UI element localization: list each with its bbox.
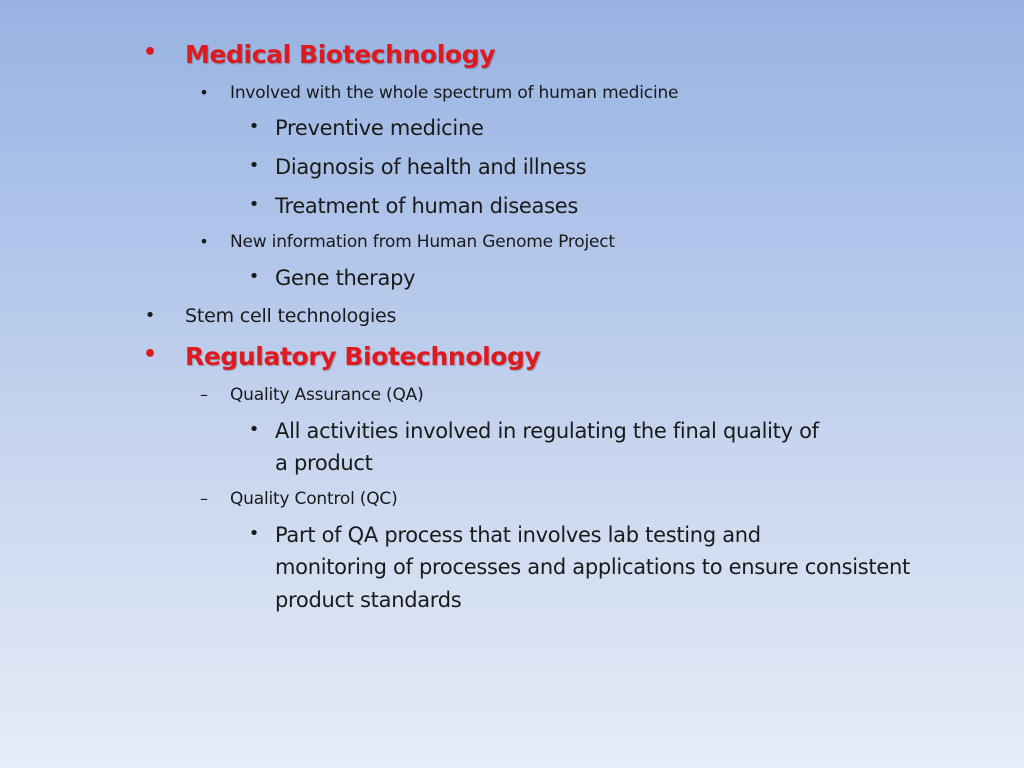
bullet: • xyxy=(248,116,260,137)
bullet: • xyxy=(248,194,260,215)
list-item-text: a product xyxy=(275,451,373,475)
list-item-text: product standards xyxy=(275,588,462,612)
bullet: • xyxy=(144,305,156,326)
heading-text: Medical Biotechnology xyxy=(185,40,496,69)
bullet: • xyxy=(142,40,158,65)
list-item-text: New information from Human Genome Project xyxy=(230,232,615,252)
list-item-text: Stem cell technologies xyxy=(185,305,397,327)
list-item-text: Involved with the whole spectrum of human medicine xyxy=(230,83,679,103)
list-item-text: Preventive medicine xyxy=(275,116,484,140)
bullet: • xyxy=(199,232,209,251)
list-item-text: monitoring of processes and applications to ensure consistent xyxy=(275,555,910,579)
dash-bullet: – xyxy=(200,489,208,508)
bullet: • xyxy=(248,155,260,176)
heading-text: Regulatory Biotechnology xyxy=(185,342,541,371)
list-item-text: Diagnosis of health and illness xyxy=(275,155,587,179)
list-item-text: Quality Control (QC) xyxy=(230,489,398,509)
list-item-text: Quality Assurance (QA) xyxy=(230,385,424,405)
list-item-text: Part of QA process that involves lab testing and xyxy=(275,523,761,547)
bullet: • xyxy=(248,419,260,440)
bullet: • xyxy=(248,266,260,287)
bullet: • xyxy=(199,83,209,102)
list-item-text: Gene therapy xyxy=(275,266,416,290)
dash-bullet: – xyxy=(200,385,208,404)
bullet: • xyxy=(142,342,158,367)
list-item-text: All activities involved in regulating the final quality of xyxy=(275,419,819,443)
bullet: • xyxy=(248,523,260,544)
list-item-text: Treatment of human diseases xyxy=(275,194,578,218)
